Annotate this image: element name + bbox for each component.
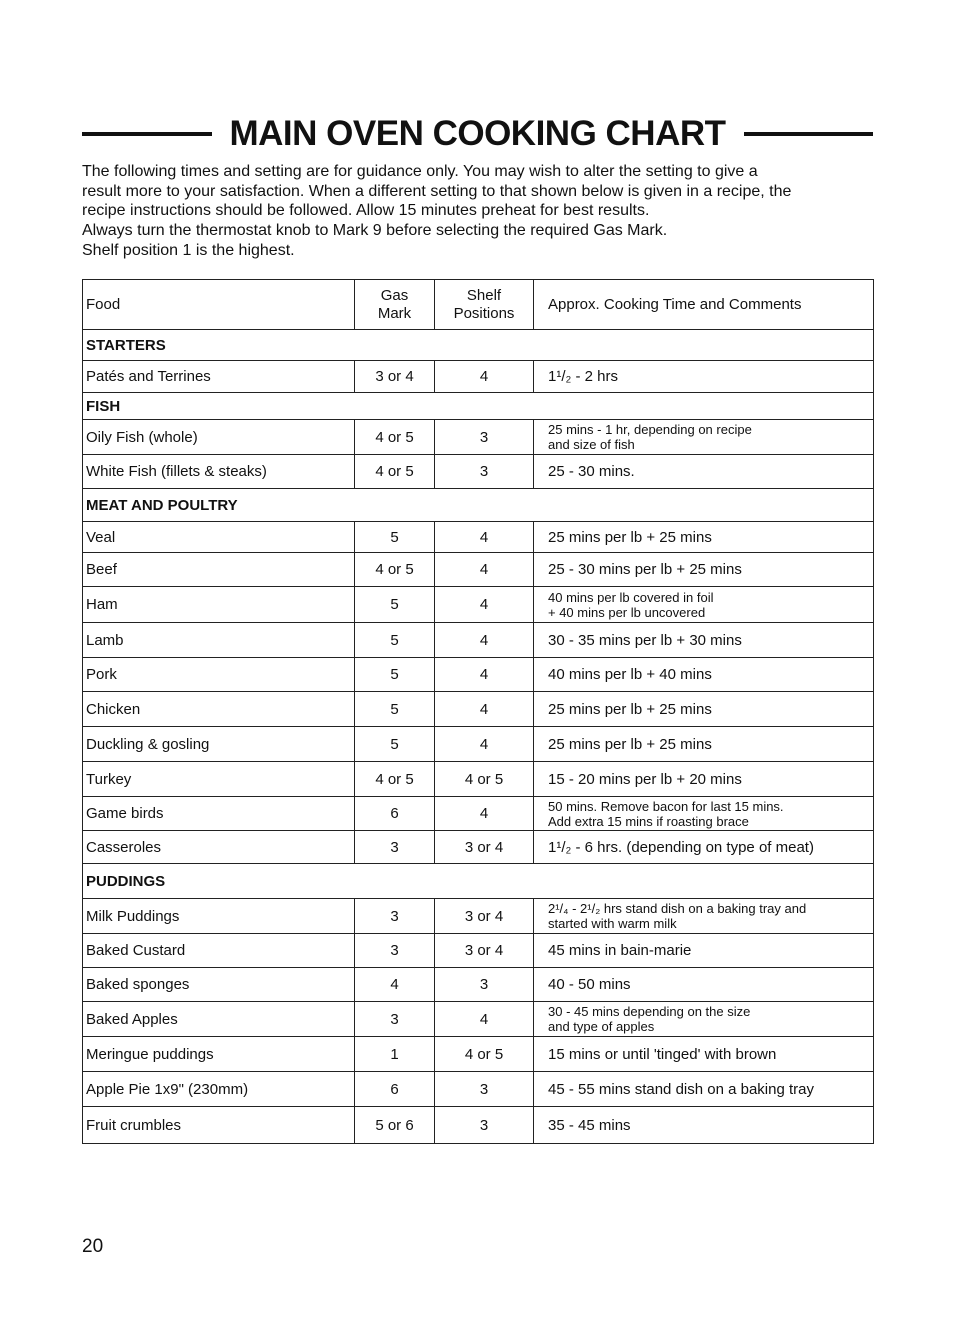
shelf-cell: 4 [435,727,534,762]
comment-line: 30 - 35 mins per lb + 30 mins [548,631,742,649]
comments-cell [534,1107,874,1144]
food-cell: Casseroles [83,831,355,864]
intro-line: Always turn the thermostat knob to Mark 9 before selecting the required Gas Mark. [82,222,668,240]
header-shelf-line: Positions [453,304,515,322]
header-shelf-line: Shelf [466,286,502,304]
section-title: STARTERS [83,330,874,361]
comments-cell [534,658,874,692]
comment-line: 25 mins per lb + 25 mins [548,528,712,546]
comment-line: 25 mins per lb + 25 mins [548,735,712,753]
gas-mark-cell: 3 [355,899,435,934]
comments-cell [534,797,874,831]
food-cell: Fruit crumbles [83,1107,355,1144]
comment-line: 1¹/₂ - 2 hrs [548,368,619,385]
intro-line: recipe instructions should be followed. Allow 15 minutes preheat for best results. [82,202,650,220]
comment-line: 25 mins per lb + 25 mins [548,700,712,718]
comments-cell [534,455,874,489]
gas-mark-cell: 3 [355,934,435,968]
comments-cell [534,831,874,864]
cooking-chart-table [82,279,874,1144]
table-row [83,1072,874,1107]
intro-line: Shelf position 1 is the highest. [82,241,295,259]
gas-mark-cell: 3 [355,831,435,864]
shelf-cell: 4 [435,1002,534,1037]
table-row [83,968,874,1002]
comment-line: 40 mins per lb + 40 mins [548,666,712,683]
comment-line: 25 - 30 mins per lb + 25 mins [548,561,742,578]
comments-cell [534,420,874,455]
comments-cell [534,522,874,553]
food-cell: Apple Pie 1x9" (230mm) [83,1072,355,1107]
comments-cell [534,934,874,968]
comments-cell [534,553,874,587]
shelf-cell: 3 or 4 [435,831,534,864]
comment-line: 15 - 20 mins per lb + 20 mins [548,770,742,788]
comment-line: + 40 mins per lb uncovered [548,604,706,620]
header-gas-mark [355,280,435,330]
section-row [83,330,874,361]
comments-cell [534,692,874,727]
food-cell: Pork [83,658,355,692]
shelf-cell: 4 [435,692,534,727]
food-cell: Turkey [83,762,355,797]
title-row [82,112,873,156]
shelf-cell: 4 [435,797,534,831]
table-row [83,692,874,727]
food-cell: Veal [83,522,355,553]
section-row [83,864,874,899]
intro-text [82,162,882,261]
page-number: 20 [82,1236,104,1257]
food-cell: Patés and Terrines [83,361,355,393]
comments-cell [534,727,874,762]
gas-mark-cell: 4 or 5 [355,455,435,489]
page-title: MAIN OVEN COOKING CHART [229,114,726,153]
comment-line: 40 - 50 mins [548,976,631,993]
gas-mark-cell: 5 [355,522,435,553]
shelf-cell: 4 [435,361,534,393]
comment-line: 35 - 45 mins [548,1116,631,1134]
gas-mark-cell: 5 [355,587,435,623]
section-row [83,489,874,522]
comments-cell [534,762,874,797]
food-cell: Milk Puddings [83,899,355,934]
shelf-cell: 4 [435,658,534,692]
shelf-cell: 3 or 4 [435,934,534,968]
shelf-cell: 3 [435,968,534,1002]
table-row [83,420,874,455]
comment-line: and type of apples [548,1019,655,1034]
gas-mark-cell: 5 [355,658,435,692]
shelf-cell: 3 [435,455,534,489]
gas-mark-cell: 4 or 5 [355,762,435,797]
gas-mark-cell: 5 [355,623,435,658]
food-cell: Meringue puddings [83,1037,355,1072]
shelf-cell: 4 [435,623,534,658]
comment-line: 25 mins - 1 hr, depending on recipe [548,422,752,437]
table-row [83,553,874,587]
comment-line: 30 - 45 mins depending on the size [548,1004,751,1019]
comments-cell [534,1037,874,1072]
food-cell: Beef [83,553,355,587]
comment-line: 1¹/₂ - 6 hrs. (depending on type of meat) [548,838,814,856]
comments-cell [534,587,874,623]
gas-mark-cell: 6 [355,797,435,831]
section-title: FISH [83,393,874,420]
header-food: Food [83,280,355,330]
gas-mark-cell: 3 [355,1002,435,1037]
food-cell: Ham [83,587,355,623]
food-cell: Chicken [83,692,355,727]
table-row [83,831,874,864]
title-rule-right [744,132,874,136]
comment-line: 25 - 30 mins. [548,463,635,480]
comment-line: 45 mins in bain-marie [548,942,692,959]
shelf-cell: 4 [435,587,534,623]
comment-line: 40 mins per lb covered in foil [548,589,714,605]
comment-line: 15 mins or until 'tinged' with brown [548,1045,777,1063]
table-row [83,797,874,831]
shelf-cell: 4 [435,553,534,587]
food-cell: Baked Apples [83,1002,355,1037]
comments-cell [534,1072,874,1107]
table-row [83,361,874,393]
gas-mark-cell: 4 or 5 [355,553,435,587]
gas-mark-cell: 6 [355,1072,435,1107]
intro-line: The following times and setting are for guidance only. You may wish to alter the setting to give a [82,163,758,180]
comment-line: and size of fish [548,437,635,452]
food-cell: Oily Fish (whole) [83,420,355,455]
table-row [83,934,874,968]
food-cell: White Fish (fillets & steaks) [83,455,355,489]
section-title: PUDDINGS [83,864,874,899]
comments-cell [534,1002,874,1037]
table-row [83,623,874,658]
comments-cell [534,623,874,658]
shelf-cell: 4 or 5 [435,1037,534,1072]
table-row [83,455,874,489]
gas-mark-cell: 4 [355,968,435,1002]
table-row [83,658,874,692]
food-cell: Lamb [83,623,355,658]
comments-cell [534,968,874,1002]
shelf-cell: 4 or 5 [435,762,534,797]
shelf-cell: 3 [435,420,534,455]
table-row [83,762,874,797]
table-row [83,1107,874,1144]
table-row [83,899,874,934]
food-cell: Game birds [83,797,355,831]
comment-line: 45 - 55 mins stand dish on a baking tray [548,1080,814,1098]
shelf-cell: 3 [435,1072,534,1107]
gas-mark-cell: 4 or 5 [355,420,435,455]
table-row [83,1037,874,1072]
table-header-row [83,280,874,330]
comments-cell [534,899,874,934]
food-cell: Baked sponges [83,968,355,1002]
food-cell: Duckling & gosling [83,727,355,762]
gas-mark-cell: 5 [355,727,435,762]
comments-cell [534,361,874,393]
shelf-cell: 4 [435,522,534,553]
section-title: MEAT AND POULTRY [83,489,874,522]
table-row [83,727,874,762]
comment-line: 2¹/₄ - 2¹/₂ hrs stand dish on a baking tray and [548,901,807,916]
gas-mark-cell: 5 or 6 [355,1107,435,1144]
comment-line: started with warm milk [548,916,677,931]
table-row [83,1002,874,1037]
header-gas-line: Mark [377,304,412,322]
gas-mark-cell: 1 [355,1037,435,1072]
title-rule-left [82,132,212,136]
table-row [83,522,874,553]
header-comments: Approx. Cooking Time and Comments [534,280,874,330]
section-row [83,393,874,420]
intro-line: result more to your satisfaction. When a different setting to that shown below is given in a recipe, the [82,182,792,200]
shelf-cell: 3 [435,1107,534,1144]
header-gas-line: Gas [380,286,409,304]
shelf-cell: 3 or 4 [435,899,534,934]
food-cell: Baked Custard [83,934,355,968]
table-row [83,587,874,623]
gas-mark-cell: 3 or 4 [355,361,435,393]
comment-line: Add extra 15 mins if roasting brace [548,813,749,829]
comment-line: 50 mins. Remove bacon for last 15 mins. [548,798,784,814]
gas-mark-cell: 5 [355,692,435,727]
header-shelf-positions [435,280,534,330]
